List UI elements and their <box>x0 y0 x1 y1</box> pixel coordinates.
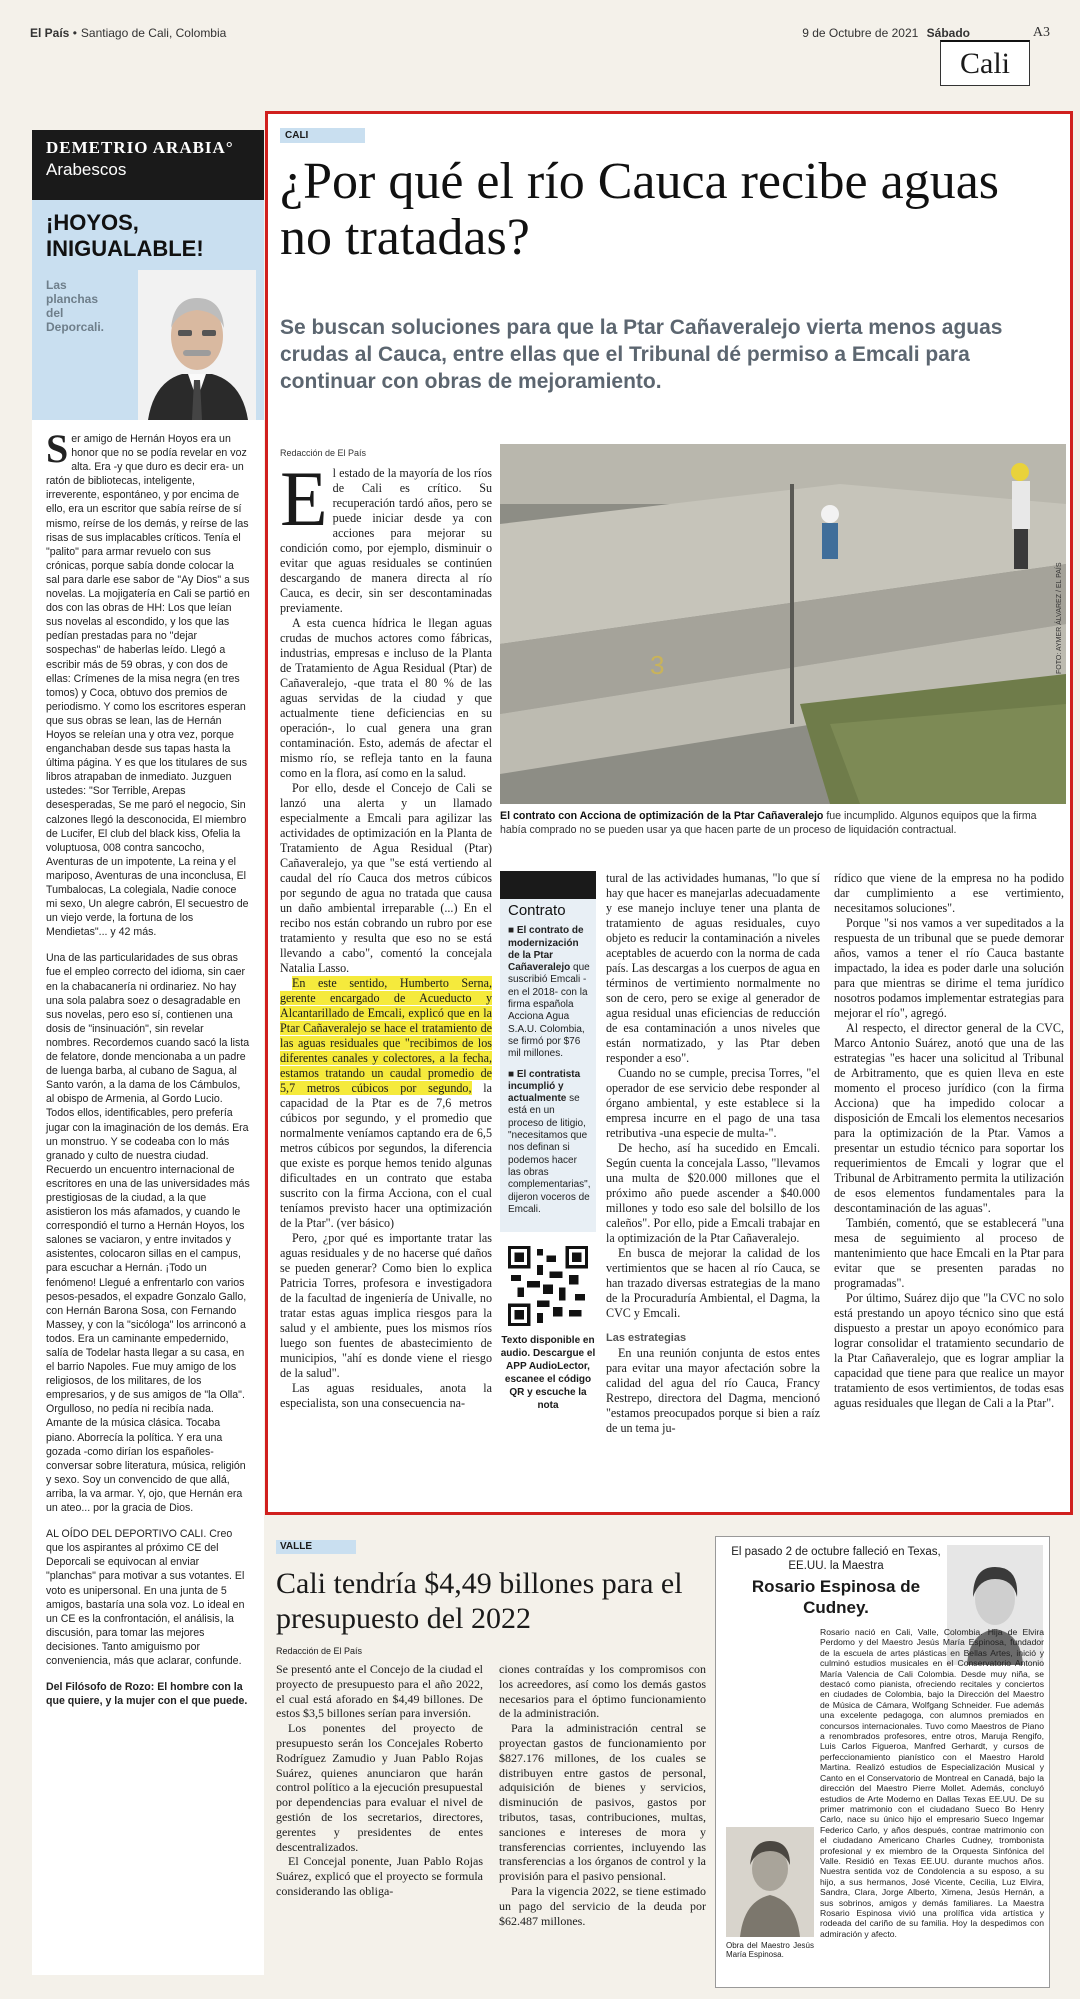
sidebar-item-lead: El contrato de modernización de la Ptar Cañaveralejo <box>508 925 584 974</box>
artwork-image <box>726 1827 814 1937</box>
masthead-location: Santiago de Cali, Colombia <box>80 26 227 40</box>
article-paragraph <box>280 976 492 1231</box>
article-paragraph: El Concejal ponente, Juan Pablo Rojas Suárez, explicó que el proyecto se formula considerando las obliga- <box>276 1854 483 1898</box>
article-headline: Cali tendría $4,49 billones para el presupuesto del 2022 <box>276 1567 683 1635</box>
article-paragraph: Porque "si nos vamos a ver supeditados a la respuesta de un tribunal que se puede demorar años, vamos a tener el río Cauca bastante impactado, la idea es poder darle una solución para que mientras se dirime el tema jurídico nosotros podamos implementar estrategias para mejorar el río", agregó. <box>834 916 1064 1020</box>
article-headline: ¿Por qué el río Cauca recibe aguas no tratadas? <box>280 153 1000 266</box>
article-paragraph: Para la administración central se proyectan gastos de funcionamiento por $827.176 millones, de los cuales se distribuyen entre gastos de personal, adquisición de bienes y servicios, disminución de pasivos, gastos por tributos, tasas, contribuciones, multas, sanciones e intereses de mora y transferencias corrientes, incluyendo las transferencias a los órganos de control y la provisión para el pasivo pensional. <box>499 1721 706 1884</box>
article-column <box>276 1662 483 1928</box>
sidebar-bar <box>500 871 596 899</box>
article-paragraph: tural de las actividades humanas, "lo que sí hay que hacer es manejarlas adecuadamente y ese manejo incluye tener una planta de tratamiento de aguas residuales, cuyo objeto es reducir la contaminación a niveles aceptables de acuerdo con la norma de cada país. Las descargas a los cuerpos de agua en términos de vertimiento normalmente no son de cero, pero se exige al generador de agua residual unas eficiencias de reducción de esa contaminación a unos niveles que están normatizado, y las Ptar deben responder a eso". <box>606 871 820 1065</box>
article-text: l estado de la mayoría de los ríos de Cali es crítico. Su recuperación tardó años, pero se puede iniciar desde ya con acciones para mejorar su condición como, por ejemplo, disminuir o evitar que aguas residuales se continúen descargando de manera directa al río Cauca, es decir, sin ser descontaminadas previamente. <box>280 466 492 615</box>
article-paragraph: En una reunión conjunta de estos entes para evitar una mayor afectación sobre la calidad del agua del río Cauca, Francy Restrepo, directora del Dagma, mencionó "estamos preocupados porque si bien a raíz de un tema ju- <box>606 1346 820 1435</box>
article-paragraph: rídico que viene de la empresa no ha podido dar cumplimiento a ese vertimiento, necesitamos soluciones". <box>834 871 1064 915</box>
separator: • <box>69 26 77 40</box>
caption-text: fue incumplido. Algunos equipos que la firma había comprado no se pueden usar ya que hacen parte de un proceso de liquidación contractual. <box>500 810 1037 836</box>
article-paragraph: A esta cuenca hídrica le llegan aguas crudas de muchos actores como fábricas, industrias, empresas e incluso de la Planta de Tratamiento de Agua Residual (Ptar) de Cañaveralejo, -que trata el 80 % de las aguas servidas de la ciudad y que actualmente tiene deficiencias en su operación-, lo cual genera una gran contaminación. Esto, además de afectar el mismo río, se refleja tanto en la fauna como en la flora, así como en la salud. <box>280 616 492 780</box>
obituary-header <box>726 1545 946 1618</box>
sidebar-title: Contrato <box>508 902 566 919</box>
article-paragraph: También, comentó, que se establecerá "una mesa de seguimiento al proceso de mantenimiento que hace Emcali en la Ptar para evitar que se presenten paradas no programadas". <box>834 1216 1064 1290</box>
article-kicker: CALI <box>280 128 365 143</box>
article-column-2 <box>606 871 820 1436</box>
artwork-inset <box>726 1827 814 1960</box>
article-paragraph: Cuando no se cumple, precisa Torres, "el operador de ese servicio debe responder al órgano ambiental, y este establece si la empresa incurre en el pago de una tasa retributiva -una especie de multa-". <box>606 1066 820 1140</box>
masthead-date-wrap <box>802 26 970 40</box>
article-paragraph: En busca de mejorar la calidad de los vertimientos que se hacen al río Cauca, se han trazado diversas estrategias de la mano de la Procuraduría Ambiental, el Dagma, la CVC y Emcali. <box>606 1246 820 1320</box>
column-author: DEMETRIO ARABIA° <box>46 138 234 157</box>
artwork-caption: Obra del Maestro Jesús María Espinosa. <box>726 1941 814 1960</box>
sidebar-item-text: se está en un proceso de litigio, "necesitamos que nos definan si podemos hacer las obras complementarias", dijeron voceros de Emcali. <box>508 1093 591 1215</box>
obituary-intro: El pasado 2 de octubre falleció en Texas, EE.UU. la Maestra <box>731 1546 941 1572</box>
article-paragraph: Los ponentes del proyecto de presupuesto serán los Concejales Roberto Rodríguez Zamudio y Juan Pablo Rojas Suárez, quienes anunciaron que harán control político a la ejecución presupuestal por dependencias para evaluar el nivel de gestión de los secretarios, directores, gerentes y presidentes de entes descentralizados. <box>276 1721 483 1854</box>
article-paragraph: Pero, ¿por qué es importante tratar las aguas residuales y de no hacerse qué daños se pueden generar? Como bien lo explica Patricia Torres, profesora e investigadora de la facultad de ingeniería de Univalle, no tratar estas aguas implica riesgos para la salud y el ambiente, pues los mismos ríos luego son fuentes de abastecimiento de municipios, "ahí es donde viene el riesgo de la salud". <box>280 1231 492 1380</box>
sidebar-item-text: que suscribió Emcali -en el 2018- con la firma española Acciona Agua S.A.U. Colombia, se firmó por $76 mil millones. <box>508 962 590 1060</box>
article-column-1 <box>280 455 492 1411</box>
article-paragraph: Por último, Suárez dijo que "la CVC no solo está prestando un apoyo técnico sino que está dispuesto a prestar un apoyo económico para lograr consolidar el tratamiento secundario de la Ptar Cañaveralejo, que es lograr ampliar la capacidad que tiene para que realice un mayor tratamiento de esos vertimientos, de todas esas aguas residuales que llegan de Cali a la Ptar". <box>834 1291 1064 1410</box>
article-paragraph: Al respecto, el director general de la CVC, Marco Antonio Suárez, anotó que una de las estrategias "es hacer una solicitud al Tribunal de Arbitramento, que es quien lleva en este momento el proceso jurídico (con la firma Acciona) que ha impedido colocar a disposición de Emcali los elementos necesarios para la optimización de la Ptar. Vamos a presentar un estudio técnico para soportar los requerimientos de Emcali y lograr que el Tribunal de Arbitramento permita la utilización de esos elementos fundamentales para la descontaminación de las aguas". <box>834 1021 1064 1215</box>
article-subhead: Las estrategias <box>606 1332 687 1344</box>
column-paragraph: Una de las particularidades de sus obras fue el empleo correcto del idioma, sin caer en la chabacanería ni ordinariez. No hay una sola palabra soez o desagradable en sus novelas, pero eso sí, contienen una dosis de "insinuación", sin revelar nombres. Recordemos cuando sacó la lista de felatore, donde mencionaba a un padre de luenga barba, al cubano de Sagua, al Santo varón, a la dama de los Cámbulos, al obispo de Armenia, al Gordo Lucio. Todos ellos, identificables, pero prefería jugar con la imaginación de los demás. Era un monstruo. Y se codeaba con lo más granado y culto de nuestra ciudad. Recuerdo un encuentro internacional de escritores en una de las universidades más prestigiosas de la ciudad, a la que asistieron los más afamados, y cuando le correspondió el turno a Hernán Hoyos, los salones se vaciaron, y entre invitados y asistentes, colocaron sillas en el campus, para escuchar a Hernán. ¡Todo un fenómeno! Llegué a enfrentarlo con varios pesos-pesados, el expadre Gonzalo Gallo, con Hernán Barona Sosa, con Fernando Massey, y con la "sicóloga" los arrinconó a todos. Era un caminante empedernido, salía de Todelar hasta llegar a su casa, en el barrio Napoles. Fue muy amigo de los religiosos, de los militares, de los empresarios, y de sus amigos de "la Olla". Orgulloso, no pedía ni recibía nada. Amante de la música clásica. Tocaba piano. Aborrecía la política. Y era una gozada -como dirían los españoles- conversar sobre literatura, música, religión y sexo. Soy un convencido de que allá, arriba, la va armar. Y, ojo, que Hernán era un ateo... por la gracia de Dios. <box>46 952 250 1515</box>
newspaper-brand: El País <box>30 26 70 40</box>
article-paragraph: Se presentó ante el Concejo de la ciudad el proyecto de presupuesto para el año 2022, el cual está aforado en $4,49 billones. De estos $3,5 billones serían para inversión. <box>276 1662 483 1721</box>
caption-lead: El contrato con Acciona de optimización de la Ptar Cañaveralejo <box>500 810 824 822</box>
qr-code-icon[interactable] <box>508 1246 588 1326</box>
photo-credit: FOTO: AYMER ÁLVAREZ / EL PAÍS <box>1056 562 1063 674</box>
article-paragraph: Las aguas residuales, anota la especialista, son una consecuencia na- <box>280 1381 492 1410</box>
article-paragraph <box>280 455 492 616</box>
article-deck: Se buscan soluciones para que la Ptar Cañaveralejo vierta menos aguas crudas al Cauca, entre ellas que el Tribunal dé permiso a Emcali para continuar con obras de mejoramiento. <box>280 316 1003 393</box>
obituary-name: Rosario Espinosa de Cudney. <box>751 1577 921 1617</box>
column-name: Arabescos <box>46 160 127 179</box>
column-closing: Del Filósofo de Rozo: El hombre con la que quiere, y la mujer con el que puede. <box>46 1681 248 1708</box>
column-header <box>32 130 264 200</box>
masthead-day: Sábado <box>926 26 970 40</box>
treatment-plant-photo <box>500 444 1066 804</box>
sidebar-item: ■ El contrato de modernización de la Ptar Cañaveralejo que suscribió Emcali -en el 2018- con la firma española Acciona Agua S.A.U. Colombia, se firmó por $76 mil millones. <box>508 925 590 1060</box>
column-headline-line2: INIGUALABLE! <box>46 236 204 261</box>
budget-article <box>276 1540 706 1980</box>
photo-caption <box>500 809 1066 837</box>
article-byline: Redacción de El País <box>276 1646 363 1656</box>
article-paragraph: Para la vigencia 2022, se tiene estimado un pago del servicio de la deuda por $62.487 millones. <box>499 1883 706 1928</box>
article-paragraph: De hecho, así ha sucedido en Emcali. Según cuenta la concejala Lasso, "llevamos una multa de $20.000 millones que el próximo año puede ascender a $40.000 millones y todo eso sale del bolsillo de los caleños". Por ello, pide a Emcali trabajar en la optimización de la Ptar Cañaveralejo. <box>606 1141 820 1245</box>
svg-text:3: 3 <box>650 650 665 680</box>
sidebar-box <box>500 899 596 1232</box>
main-article <box>265 111 1073 1515</box>
opinion-column <box>32 130 264 1975</box>
column-headline-line1: ¡HOYOS, <box>46 210 139 235</box>
column-subline: Las planchas del Deporcali. <box>46 278 105 334</box>
article-kicker: VALLE <box>276 1540 356 1554</box>
masthead-date: 9 de Octubre de 2021 <box>802 26 919 40</box>
author-portrait <box>138 270 256 420</box>
masthead <box>30 18 1060 48</box>
article-paragraph: ciones contraídas y los compromisos con los acreedores, así como los demás gastos necesarios para el óptimo funcionamiento de la administración. <box>499 1662 706 1721</box>
column-feature <box>32 200 264 420</box>
article-column <box>499 1662 706 1928</box>
obituary-notice <box>715 1536 1050 1988</box>
sidebar-item-lead: El contratista incumplió y actualmente <box>508 1068 581 1105</box>
article-byline: Redacción de El País <box>280 448 367 458</box>
column-body <box>32 420 264 1708</box>
obituary-text: Rosario nació en Cali, Valle, Colombia. Hija de Elvira Perdomo y del Maestro Jesús María Espinosa, fundador de la escuela de artes plásticas en Bellas Artes, inició y culminó estudios musicales en el Conservatorio Antonio María Valencia de Cali Colombia. Desde muy niña, se destacó como pianista, ofreciendo recitales y conciertos en ciudades de Colombia, bajo la Dirección del Maestro de Música de Cámara, Wolfgang Schneider. Fue además una excelente pedagoga, con alumnos premiados en concursos internacionales. Tuvo como Maestros de Piano a renombrados profesores, entre otros, Maruja Rengifo, Luis Carlos Figueroa, Manfred Gerhardt, y cursos de perfeccionamiento pianístico con el Maestro Harold Martina. Realizó estudios de Especialización Musical y Canto en el Conservatorio de Montreal en Canadá, bajo la dirección del Maestro Pierre Mollet. Además, concluyó estudios de Arte Moderno en Dallas Texas EE.UU. De su primer matrimonio con el ciudadano Sueco Bo Henry Carlo, nace su único hijo el empresario Sueco Ingemar Federico Carlo, y años después, contrae matrimonio con el ciudadano Americano Charles Cudney, trombonista profesional y ex miembro de la Orquesta Sinfónica del Valle. Residió en Texas EE.UU. durante muchos años. Nuestra sentida voz de Condolencia a su esposo, a su hijo, a sus hermanos, José Vicente, Cecilia, Luz Elvira, Sandra, Clara, Jorge Alberto, Ximena, Jesús Hernán, a sus sobrinos, amigos y demás familiares. La Maestra Rosario Espinosa vivió una prolífica vida artística y rodeada del cariño de su familia. Hoy la despedimos con admiración y afecto. <box>820 1627 1044 1939</box>
column-dropcap: S <box>46 426 69 471</box>
audio-note: Texto disponible en audio. Descargue el APP AudioLector, escanee el código QR y escuche la nota <box>500 1335 596 1411</box>
article-paragraph: Por ello, desde el Concejo de Cali se lanzó una alerta y un llamado especialmente a Emcali para agilizar las actividades de optimización en la Planta de Tratamiento de Agua Residual (Ptar) Cañaveralejo, ya que "se está vertiendo al caudal del río Cauca dos metros cúbicos por segundo de agua no tratada que causa un daño ambiental irreparable (...) En el recibo nos están cobrando un rubro por ese tratamiento y resulta que eso no se está llevando a cabo", comentó la concejala Natalia Lasso. <box>280 781 492 975</box>
highlighted-quote: En este sentido, Humberto Serna, gerente encargado de Acueducto y Alcantarillado de Emcali, explicó que en la Ptar Cañaveralejo se hace el tratamiento de las aguas residuales que "recibimos de los diferentes canales y colectores, a la fecha, estamos tratando un caudal promedio de 5,7 metros cúbicos por segundo, <box>280 976 492 1095</box>
column-paragraph <box>46 426 250 939</box>
column-text: er amigo de Hernán Hoyos era un honor que no se podía revelar en voz alta. Era -y que duro es decir era- un ratón de bibliotecas, inteligente, irreverente, espontáneo, y por encima de ello, era un escritor que sabía reírse de sí mismo, reírse de los demás, y reírse de las risas de sus implacables críticos. Tenía el "palito" para armar revuelo con sus crónicas, porque sabía donde colocar la sal para darle ese sabor de "Ay Dios" a sus novelas. La mojigatería en Cali se partió en dos con las obras de HH: Los que leían sus novelas al escondido, y los que las pedían prestadas para no "dejar sospechas" de haberlas leído. Llegó a escribir más de 59 obras, y con dos de ellas: Crímenes de la misa negra (en tres tomos) y Coca, obtuvo dos premios de periodismo. Y como los escritores esperan que sus obras se lean, las de Hernán Hoyos se releían una y otra vez, porque enganchaban desde sus tapas hasta la última página. Y es que los titulares de sus libros atrapaban de inmediato. Juzguen ustedes: "Sor Terrible, Arepas desesperadas, Se me paró el negocio, Sin calzones llegó la desconocida, El miembro de Lucifer, El club del black kiss, Ofelia la voluptuosa, 008 contra sancocho, Aventuras de un impotente, La reina y el mariposo, Aventuras de una inconclusa, El Tumbalocas, La colegiala, Nadie conoce mi sexo, Un alegre cabrón, El secuestro de un viejo verde, la fortuna de los Mendietas"... y 42 más. <box>46 433 250 939</box>
section-label: Cali <box>940 40 1030 86</box>
article-dropcap: E <box>280 455 328 542</box>
page-number: A3 <box>1032 25 1050 40</box>
column-paragraph: AL OÍDO DEL DEPORTIVO CALI. Creo que los aspirantes al próximo CE del Deporcali se equivocan al enviar "planchas" para motivar a sus votantes. El voto es unipersonal. En una junta de 5 amigos, bastaría una sola voz. Lo ideal en un CE es la confrontación, el análisis, la discusión, para tomar las mejores decisiones. Tanto amiguismo por conveniencia, más que aclarar, confunde. <box>46 1528 245 1667</box>
article-text: la capacidad de la Ptar es de 7,6 metros cúbicos por segundo, y el promedio que normalmente veníamos captando era de 6,5 metros cúbicos por segundos, la diferencia que existe es porque hemos tenido algunas dificultades en un contrato que estaba suscrito con la firma Acciona, con el cual teníamos previsto hacer una optimización de la Ptar". (ver básico) <box>280 1081 492 1230</box>
article-column-3 <box>834 871 1064 1411</box>
obituary-body <box>726 1627 1044 1960</box>
sidebar-item: ■ El contratista incumplió y actualmente se está en un proceso de litigio, "necesitamos que nos definan si podemos hacer las obras complementarias", dijeron voceros de Emcali. <box>508 1068 591 1215</box>
article-columns <box>276 1662 706 1928</box>
